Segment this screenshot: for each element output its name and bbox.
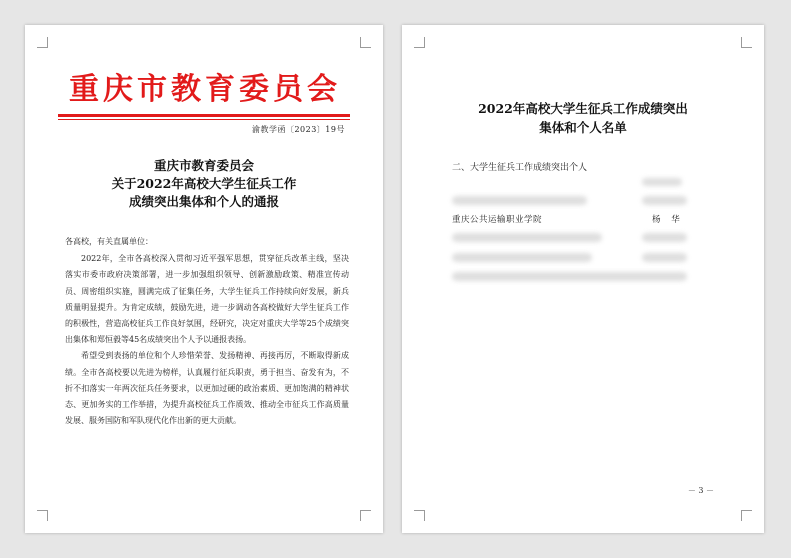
- crop-mark: [741, 37, 752, 48]
- section-heading: 二、大学生征兵工作成绩突出个人: [452, 163, 588, 173]
- redacted-entry: [452, 233, 602, 242]
- body-paragraph: 希望受到表扬的单位和个人珍惜荣誉、发扬精神、再接再厉，不断取得新成绩。全市各高校要以先进为榜样，认真履行征兵职责，勇于担当、奋发有为，不折不扣落实一年两次征兵任务要求，以更加过硬的政治素质、更加饱满的精神状态、更加务实的工作举措，为提升高校征兵工作质效、推动全市征兵工作高质量发展、服务国防和军队现代化作出新的更大贡献。: [65, 351, 349, 426]
- redacted-entry: [452, 253, 592, 262]
- redacted-entry: [452, 272, 687, 281]
- redacted-entry: [642, 233, 687, 242]
- redacted-entry: [642, 253, 687, 262]
- entry-name: 杨 华: [652, 215, 684, 225]
- redacted-entry: [642, 178, 682, 186]
- redacted-entry: [452, 196, 587, 205]
- crop-mark: [360, 37, 371, 48]
- title-line: 2022年高校大学生征兵工作成绩突出: [478, 101, 688, 116]
- page-number: － 3 －: [687, 486, 714, 495]
- letterhead: 重庆市教育委员会: [69, 72, 341, 107]
- crop-mark: [414, 510, 425, 521]
- document-number: 渝教学函〔2023〕19号: [251, 125, 345, 134]
- redacted-entry: [642, 196, 687, 205]
- crop-mark: [414, 37, 425, 48]
- notice-body: [65, 234, 349, 429]
- list-title: [422, 99, 744, 137]
- title-line: 成绩突出集体和个人的通报: [128, 194, 279, 209]
- entry-school: 重庆公共运输职业学院: [452, 215, 543, 225]
- crop-mark: [37, 510, 48, 521]
- document-page-left: [25, 25, 383, 533]
- title-line: 集体和个人名单: [539, 120, 627, 135]
- crop-mark: [741, 510, 752, 521]
- notice-title: [55, 157, 353, 211]
- crop-mark: [360, 510, 371, 521]
- title-line: 关于2022年高校大学生征兵工作: [111, 176, 297, 191]
- letterhead-divider-thin: [58, 119, 350, 120]
- body-paragraph: 2022年，全市各高校深入贯彻习近平强军思想，贯穿征兵改革主线，坚决落实市委市政府决策部署，进一步加强组织领导、创新激励政策、精准宣传动员、周密组织实施，圆满完成了征集任务，大学生征兵工作持续向好发展，新兵质量明显提升。为肯定成绩，鼓励先进，进一步调动各高校做好大学生征兵工作的积极性，营造高校征兵工作良好氛围，经研究，决定对重庆大学等25个成绩突出集体和郑恒毅等45名成绩突出个人予以通报表扬。: [65, 254, 349, 345]
- document-page-right: [402, 25, 764, 533]
- title-line: 重庆市教育委员会: [153, 158, 254, 173]
- crop-mark: [37, 37, 48, 48]
- letterhead-divider: [58, 114, 350, 117]
- salutation: 各高校，有关直属单位：: [65, 237, 153, 246]
